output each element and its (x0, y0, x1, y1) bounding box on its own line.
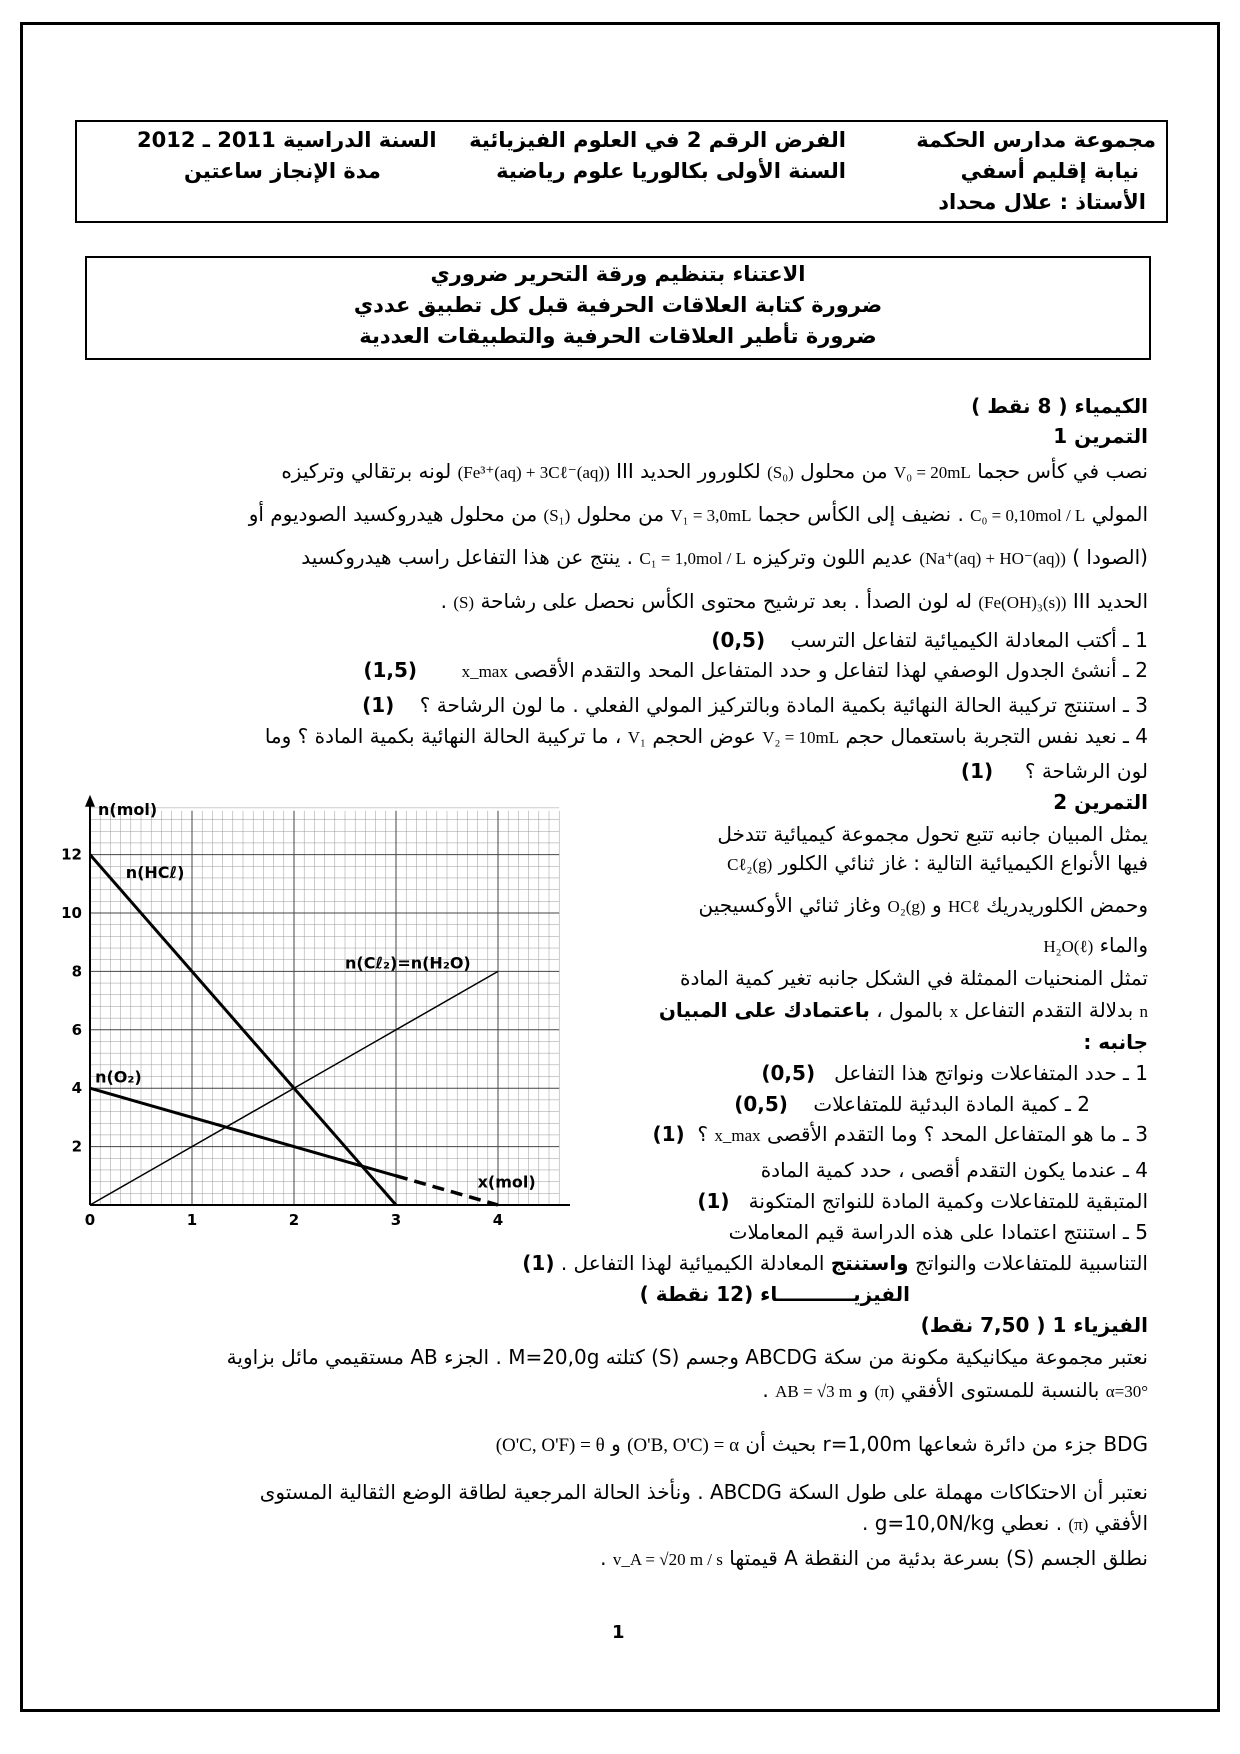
exam-title: الفرض الرقم 2 في العلوم الفيزيائية (469, 128, 846, 152)
phys-line-5: الأفقي (π) . نعطي g=10,0N/kg . (862, 1511, 1148, 1535)
x-tick-label: 1 (186, 1211, 198, 1229)
phys-line-6: نطلق الجسم (S) بسرعة بدئية من النقطة A قيمتها v_A = √20 m / s . (600, 1546, 1148, 1570)
ex2-line-2: فيها الأنواع الكيميائية التالية : غاز ثنائي الكلور Cℓ₂(g) (727, 851, 1148, 875)
y-tick-label: 12 (61, 845, 82, 864)
ex1-question-1: 1 ـ أكتب المعادلة الكيميائية لتفاعل الترسب (0,5) (711, 628, 1148, 652)
series-label: n(Cℓ₂)=n(H₂O) (345, 953, 471, 973)
phys-line-2: α=30° بالنسبة للمستوى الأفقي (π) و AB = √3 m . (762, 1378, 1148, 1402)
instruction-1: الاعتناء بتنظيم ورقة التحرير ضروري (430, 262, 806, 286)
x-axis-label: x(mol) (477, 1172, 536, 1192)
ex2-line-5: تمثل المنحنيات الممثلة في الشكل جانبه تغير كمية المادة (680, 966, 1148, 990)
ex1-question-2: 2 ـ أنشئ الجدول الوصفي لهذا لتفاعل و حدد المتفاعل المحد والتقدم الأقصى x_max (1,5) (363, 658, 1148, 682)
header-box (75, 120, 1168, 223)
delegation: نيابة إقليم أسفي (960, 159, 1139, 183)
ex1-question-4-cont: لون الرشاحة ؟ (1) (960, 759, 1148, 783)
instruction-2: ضرورة كتابة العلاقات الحرفية قبل كل تطبيق عددي (353, 293, 883, 317)
chart-axes (85, 795, 570, 1210)
physics-title: الفيزيـــــــــــاء (12 نقطة ) (639, 1282, 910, 1306)
exam-duration: مدة الإنجاز ساعتين (184, 159, 381, 183)
ex2-line-3: وحمض الكلوريدريك HCℓ و O₂(g) وغاز ثنائي الأوكسيجين (698, 893, 1148, 917)
ex2-line-1: يمثل المبيان جانبه تتبع تحول مجموعة كيميائية تتدخل (717, 822, 1148, 846)
ex1-line-1: نصب في كأس حجما V₀ = 20mL من محلول (S₀) لكلورور الحديد III (Fe³⁺(aq) + 3Cℓ⁻(aq)) لونه برتقالي وتركيزه (281, 459, 1148, 483)
x-tick-label: 2 (288, 1211, 300, 1229)
ex1-question-3: 3 ـ استنتج تركيبة الحالة النهائية بكمية المادة وبالتركيز المولي الفعلي . ما لون الرشاحة ؟ (1) (362, 693, 1148, 717)
teacher-name: الأستاذ : علال محداد (938, 190, 1146, 214)
exercise-2-title: التمرين 2 (1053, 790, 1148, 814)
y-tick-label: 4 (71, 1079, 82, 1098)
y-tick-label: 10 (61, 904, 82, 922)
ex1-line-2: المولي C₀ = 0,10mol / L . نضيف إلى الكأس حجما V₁ = 3,0mL من محلول (S₁) من محلول هيدروكسيد الصوديوم أو (248, 502, 1148, 526)
page-number: 1 (612, 1622, 625, 1643)
y-axis-arrow (85, 795, 95, 807)
school-name: مجموعة مدارس الحكمة (916, 128, 1156, 152)
ex2-question-2: 2 ـ كمية المادة البدئية للمتفاعلات (0,5) (734, 1092, 1090, 1116)
phys-line-3: BDG جزء من دائرة شعاعها r=1,00m بحيث أن (O'B, O'C) = α و (O'C, O'F) = θ (495, 1432, 1148, 1456)
ex2-question-5-cont: التناسبية للمتفاعلات والنواتج واستنتج المعادلة الكيميائية لهذا التفاعل . (1) (522, 1251, 1148, 1275)
ex2-line-4: والماء H₂O(ℓ) (1043, 933, 1148, 957)
ex2-question-4-cont: المتبقية للمتفاعلات وكمية المادة للنواتج المتكونة (1) (697, 1189, 1148, 1213)
chemistry-title: الكيمياء ( 8 نقط ) (971, 394, 1148, 418)
instructions-box (85, 256, 1151, 360)
advancement-chart (50, 780, 570, 1230)
y-axis-label: n(mol) (98, 799, 158, 819)
series-label: n(HCℓ) (125, 862, 185, 882)
ex2-question-4: 4 ـ عندما يكون التقدم أقصى ، حدد كمية المادة (760, 1158, 1148, 1182)
ex2-question-5: 5 ـ استنتج اعتمادا على هذه الدراسة قيم المعاملات (728, 1220, 1148, 1244)
y-tick-label: 8 (71, 962, 82, 981)
ex1-line-3: (الصودا ) (Na⁺(aq) + HO⁻(aq)) عديم اللون وتركيزه C₁ = 1,0mol / L . ينتج عن هذا التفاعل راسب هيدروكسيد (301, 545, 1148, 569)
ex2-line-6: n بدلالة التقدم التفاعل x بالمول ، باعتمادك على المبيان (658, 998, 1148, 1022)
ex1-question-4: 4 ـ نعيد نفس التجربة باستعمال حجم V₂ = 10mL عوض الحجم V₁ ، ما تركيبة الحالة النهائية بكمية المادة ؟ وما (264, 724, 1148, 748)
x-tick-label: 0 (84, 1211, 96, 1229)
x-tick-label: 4 (492, 1211, 504, 1229)
phys-line-1: نعتبر مجموعة ميكانيكية مكونة من سكة ABCDG وجسم (S) كتلته M=20,0g . الجزء AB مستقيمي مائل بزاوية (226, 1345, 1148, 1369)
physics-1-title: الفيزياء 1 ( 7,50 نقط) (920, 1313, 1148, 1337)
ex2-question-3: 3 ـ ما هو المتفاعل المحد ؟ وما التقدم الأقصى x_max ؟ (1) (652, 1122, 1148, 1146)
y-tick-label: 6 (71, 1020, 82, 1039)
school-year: السنة الدراسية 2011 ـ 2012 (137, 128, 437, 152)
ex1-line-4: الحديد III (Fe(OH)₃(s)) له لون الصدأ . بعد ترشيح محتوى الكأس نحصل على رشاحة (S) . (440, 589, 1148, 613)
ex2-question-1: 1 ـ حدد المتفاعلات ونواتج هذا التفاعل (0,5) (761, 1061, 1148, 1085)
exercise-1-title: التمرين 1 (1053, 424, 1148, 448)
phys-line-4: نعتبر أن الاحتكاكات مهملة على طول السكة ABCDG . ونأخذ الحالة المرجعية لطاقة الوضع الثقالية المستوى (259, 1480, 1148, 1504)
series-label: n(O₂) (95, 1067, 142, 1087)
instruction-3: ضرورة تأطير العلاقات الحرفية والتطبيقات العددية (359, 324, 877, 348)
y-tick-label: 2 (71, 1137, 82, 1156)
class-level: السنة الأولى بكالوريا علوم رياضية (496, 159, 846, 183)
ex2-line-7: جانبه : (1083, 1030, 1148, 1054)
x-tick-label: 3 (390, 1211, 402, 1229)
